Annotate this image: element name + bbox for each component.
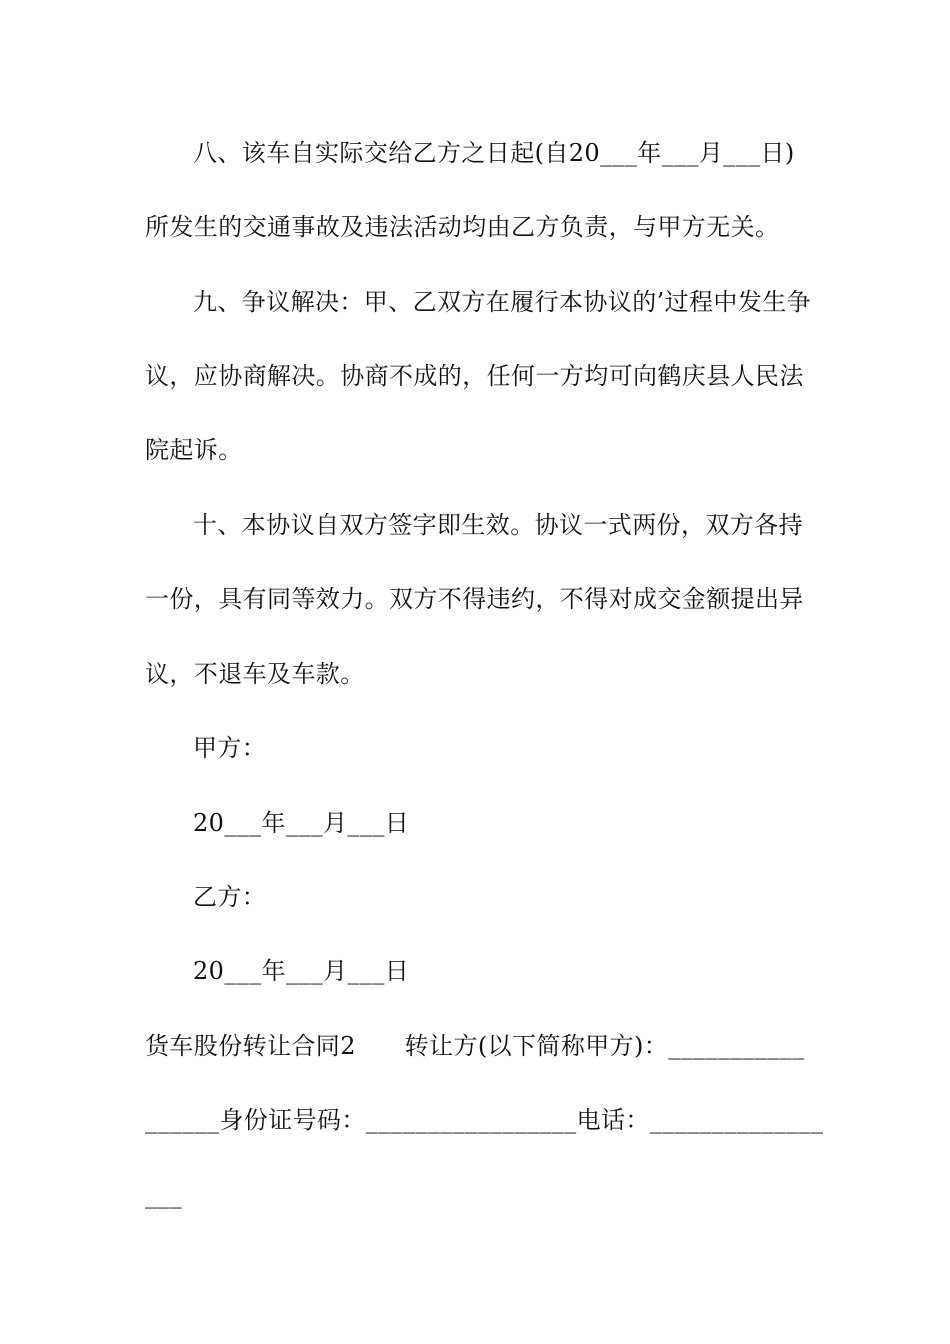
party-b-date: 20___年___月___日 (193, 957, 410, 985)
blank-continuation-line: ___ (145, 1181, 183, 1209)
party-a-label: 甲方： (193, 734, 267, 762)
clause-8-line-1: 八、该车自实际交给乙方之日起(自20___年___月___日) (193, 139, 795, 167)
party-a-date: 20___年___月___日 (193, 809, 410, 837)
clause-9-line-2: 议，应协商解决。协商不成的，任何一方均可向鹤庆县人民法 (145, 362, 804, 390)
contract-2-title-line: 货车股份转让合同2 转让方(以下简称甲方)：___________ (145, 1032, 805, 1060)
clause-9-line-1: 九、争议解决：甲、乙双方在履行本协议的’过程中发生争 (193, 288, 812, 316)
clause-10-line-1: 十、本协议自双方签字即生效。协议一式两份，双方各持 (193, 511, 803, 539)
clause-9-line-3: 院起诉。 (145, 436, 243, 464)
clause-8-line-2: 所发生的交通事故及违法活动均由乙方负责，与甲方无关。 (145, 213, 780, 241)
clause-10-line-2: 一份，具有同等效力。双方不得违约，不得对成交金额提出异 (145, 585, 804, 613)
id-phone-line: ______身份证号码：_________________电话：______________ (145, 1106, 824, 1134)
clause-10-line-3: 议，不退车及车款。 (145, 660, 365, 688)
party-b-label: 乙方： (193, 883, 267, 911)
